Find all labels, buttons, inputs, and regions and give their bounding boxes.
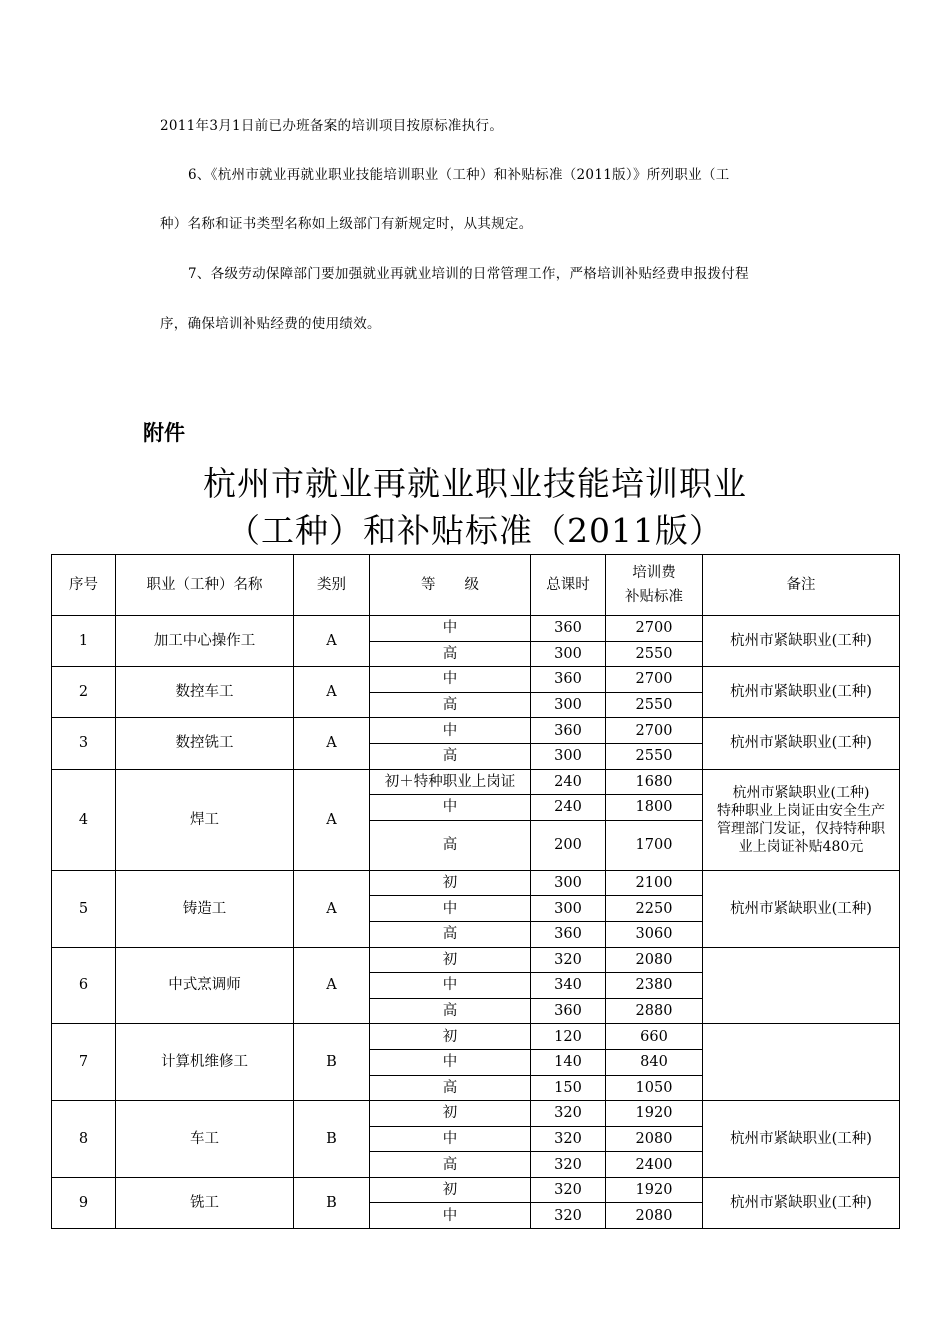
header-category: 类别: [294, 555, 370, 616]
paragraph-line-1: 2011年3月1日前已办班备案的培训项目按原标准执行。: [160, 118, 504, 134]
header-level: 等 级: [370, 555, 531, 616]
cell-no: 1: [52, 616, 116, 667]
cell-level: 中: [370, 1049, 531, 1075]
cell-level: 中: [370, 718, 531, 744]
note-line: 业上岗证补贴480元: [738, 838, 864, 855]
cell-note: 杭州市紧缺职业(工种): [703, 718, 900, 769]
document-title-line-2: （工种）和补贴标准（2011版）: [227, 511, 723, 550]
table-row: [52, 1177, 900, 1203]
paragraph-line-2: 6、《杭州市就业再就业职业技能培训职业（工种）和补贴标准（2011版）》所列职业（工: [188, 167, 730, 183]
header-hours: 总课时: [531, 555, 606, 616]
cell-fee: 1800: [606, 795, 703, 821]
table-row: [52, 616, 900, 642]
cell-no: 6: [52, 947, 116, 1024]
cell-no: 7: [52, 1024, 116, 1101]
table-header-row: [52, 555, 900, 616]
cell-no: 9: [52, 1177, 116, 1228]
cell-hours: 320: [531, 1152, 606, 1178]
cell-fee: 2250: [606, 896, 703, 922]
table-row: [52, 1024, 900, 1050]
cell-fee: 1700: [606, 820, 703, 870]
cell-level: 中: [370, 973, 531, 999]
cell-fee: 3060: [606, 921, 703, 947]
cell-hours: 140: [531, 1049, 606, 1075]
cell-fee: 1920: [606, 1101, 703, 1127]
cell-no: 5: [52, 870, 116, 947]
cell-no: 3: [52, 718, 116, 769]
cell-note: 杭州市紧缺职业(工种): [703, 1177, 900, 1228]
cell-no: 4: [52, 769, 116, 870]
cell-category: A: [294, 870, 370, 947]
cell-fee: 840: [606, 1049, 703, 1075]
note-line: 特种职业上岗证由安全生产: [717, 802, 885, 819]
cell-hours: 300: [531, 743, 606, 769]
note-line: 管理部门发证，仅持特种职: [717, 820, 885, 837]
table-row: [52, 769, 900, 795]
paragraph-line-5: 序，确保培训补贴经费的使用绩效。: [160, 316, 381, 332]
cell-level: 中: [370, 795, 531, 821]
cell-note: 杭州市紧缺职业(工种): [703, 616, 900, 667]
cell-note: [703, 769, 900, 870]
cell-level: 中: [370, 616, 531, 642]
table-row: [52, 718, 900, 744]
document-title-line-1: 杭州市就业再就业职业技能培训职业: [203, 464, 747, 503]
cell-note: [703, 1024, 900, 1101]
header-note: 备注: [703, 555, 900, 616]
cell-fee: 2880: [606, 998, 703, 1024]
cell-name: 计算机维修工: [116, 1024, 294, 1101]
cell-hours: 320: [531, 1203, 606, 1229]
cell-level: 高: [370, 921, 531, 947]
cell-fee: 2700: [606, 667, 703, 693]
cell-fee: 660: [606, 1024, 703, 1050]
cell-note: [703, 947, 900, 1024]
cell-hours: 360: [531, 718, 606, 744]
cell-category: A: [294, 718, 370, 769]
cell-no: 2: [52, 667, 116, 718]
cell-note: 杭州市紧缺职业(工种): [703, 667, 900, 718]
cell-fee: 2100: [606, 870, 703, 896]
cell-hours: 240: [531, 769, 606, 795]
cell-note: 杭州市紧缺职业(工种): [703, 1101, 900, 1178]
cell-fee: 2550: [606, 692, 703, 718]
cell-fee: 2080: [606, 947, 703, 973]
cell-fee: 2080: [606, 1203, 703, 1229]
cell-hours: 360: [531, 667, 606, 693]
cell-fee: 1050: [606, 1075, 703, 1101]
cell-fee: 2550: [606, 641, 703, 667]
cell-name: 车工: [116, 1101, 294, 1178]
cell-name: 铣工: [116, 1177, 294, 1228]
cell-name: 焊工: [116, 769, 294, 870]
cell-level: 高: [370, 820, 531, 870]
cell-hours: 320: [531, 1126, 606, 1152]
cell-name: 中式烹调师: [116, 947, 294, 1024]
cell-level: 中: [370, 667, 531, 693]
cell-name: 铸造工: [116, 870, 294, 947]
cell-hours: 240: [531, 795, 606, 821]
cell-level: 高: [370, 743, 531, 769]
header-fee: [606, 555, 703, 616]
cell-fee: 2550: [606, 743, 703, 769]
cell-hours: 360: [531, 616, 606, 642]
paragraph-line-3: 种）名称和证书类型名称如上级部门有新规定时，从其规定。: [160, 216, 533, 232]
cell-category: A: [294, 769, 370, 870]
cell-hours: 200: [531, 820, 606, 870]
cell-level: 高: [370, 1075, 531, 1101]
attachment-label: 附件: [143, 421, 185, 445]
cell-hours: 320: [531, 1177, 606, 1203]
cell-hours: 300: [531, 692, 606, 718]
header-name: 职业（工种）名称: [116, 555, 294, 616]
header-fee-line-1: 培训费: [632, 565, 676, 581]
cell-fee: 2380: [606, 973, 703, 999]
cell-hours: 150: [531, 1075, 606, 1101]
cell-fee: 1680: [606, 769, 703, 795]
cell-fee: 2080: [606, 1126, 703, 1152]
cell-name: 加工中心操作工: [116, 616, 294, 667]
header-no: 序号: [52, 555, 116, 616]
table-row: [52, 667, 900, 693]
cell-hours: 320: [531, 947, 606, 973]
cell-hours: 320: [531, 1101, 606, 1127]
cell-hours: 360: [531, 998, 606, 1024]
cell-level: 初: [370, 947, 531, 973]
cell-fee: 2700: [606, 616, 703, 642]
cell-level: 高: [370, 1152, 531, 1178]
cell-name: 数控车工: [116, 667, 294, 718]
cell-category: B: [294, 1024, 370, 1101]
cell-category: A: [294, 947, 370, 1024]
cell-level: 初: [370, 1024, 531, 1050]
cell-fee: 2400: [606, 1152, 703, 1178]
cell-hours: 300: [531, 641, 606, 667]
cell-note: 杭州市紧缺职业(工种): [703, 870, 900, 947]
cell-level: 初＋特种职业上岗证: [370, 769, 531, 795]
cell-level: 中: [370, 896, 531, 922]
note-line: 杭州市紧缺职业(工种): [732, 784, 870, 801]
cell-level: 中: [370, 1126, 531, 1152]
table-row: [52, 870, 900, 896]
paragraph-line-4: 7、各级劳动保障部门要加强就业再就业培训的日常管理工作，严格培训补贴经费申报拨付程: [188, 266, 749, 282]
cell-level: 高: [370, 692, 531, 718]
cell-level: 中: [370, 1203, 531, 1229]
cell-no: 8: [52, 1101, 116, 1178]
cell-level: 初: [370, 1101, 531, 1127]
cell-level: 高: [370, 641, 531, 667]
cell-hours: 300: [531, 896, 606, 922]
table-row: [52, 1101, 900, 1127]
cell-category: B: [294, 1101, 370, 1178]
cell-category: A: [294, 616, 370, 667]
cell-category: B: [294, 1177, 370, 1228]
table-row: [52, 947, 900, 973]
cell-fee: 2700: [606, 718, 703, 744]
cell-name: 数控铣工: [116, 718, 294, 769]
cell-category: A: [294, 667, 370, 718]
cell-fee: 1920: [606, 1177, 703, 1203]
cell-level: 初: [370, 1177, 531, 1203]
header-fee-line-2: 补贴标准: [625, 589, 683, 605]
cell-hours: 360: [531, 921, 606, 947]
cell-level: 高: [370, 998, 531, 1024]
cell-level: 初: [370, 870, 531, 896]
cell-hours: 120: [531, 1024, 606, 1050]
cell-hours: 340: [531, 973, 606, 999]
cell-hours: 300: [531, 870, 606, 896]
subsidy-standard-table: [51, 554, 900, 1229]
